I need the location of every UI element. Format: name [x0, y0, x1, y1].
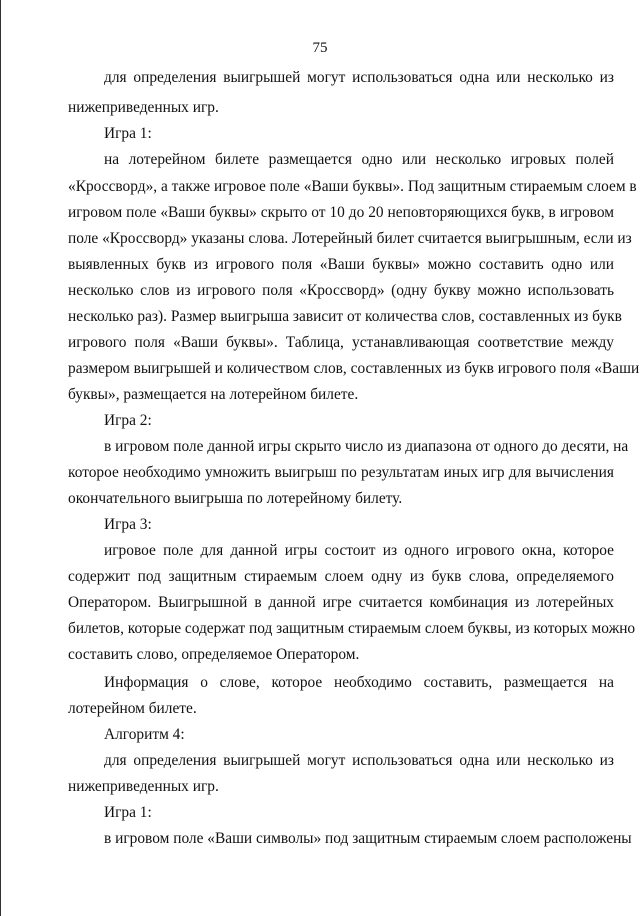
- text-line: игровое поле для данной игры состоит из одного игрового окна, которое: [104, 542, 614, 559]
- text-line: несколько слов из игрового поля «Кроссворд» (одну букву можно использовать: [68, 282, 614, 299]
- text-line: «Кроссворд», а также игровое поле «Ваши буквы». Под защитным стираемым слоем в: [68, 178, 637, 195]
- text-line: лотерейном билете.: [68, 700, 197, 717]
- section-heading: Игра 3:: [104, 516, 152, 533]
- text-line: Оператором. Выигрышной в данной игре считается комбинация из лотерейных: [68, 594, 614, 611]
- text-line: игрового поля «Ваши буквы». Таблица, устанавливающая соответствие между: [68, 334, 614, 351]
- text-line: содержит под защитным стираемым слоем одну из букв слова, определяемого: [68, 568, 614, 585]
- text-line: в игровом поле данной игры скрыто число из диапазона от одного до десяти, на: [104, 438, 629, 455]
- text-line: для определения выигрышей могут использоваться одна или несколько из: [104, 752, 614, 769]
- text-line: в игровом поле «Ваши символы» под защитным стираемым слоем расположены: [104, 830, 632, 847]
- text-line: поле «Кроссворд» указаны слова. Лотерейный билет считается выигрышным, если из: [68, 230, 632, 247]
- text-line: которое необходимо умножить выигрыш по результатам иных игр для вычисления: [68, 464, 614, 481]
- page-number: 75: [312, 40, 328, 56]
- text-line: выявленных букв из игрового поля «Ваши буквы» можно составить одно или: [68, 256, 614, 273]
- text-line: Информация о слове, которое необходимо составить, размещается на: [104, 674, 614, 691]
- section-heading: Игра 1:: [104, 125, 152, 142]
- text-line: окончательного выигрыша по лотерейному билету.: [68, 490, 403, 507]
- text-line: игровом поле «Ваши буквы» скрыто от 10 до 20 неповторяющихся букв, в игровом: [68, 204, 614, 221]
- text-line: размером выигрышей и количеством слов, составленных из букв игрового поля «Ваши: [68, 360, 640, 377]
- section-heading: Игра 2:: [104, 412, 152, 429]
- text-line: составить слово, определяемое Оператором.: [68, 646, 360, 663]
- text-line: нижеприведенных игр.: [68, 778, 219, 795]
- text-line: нижеприведенных игр.: [68, 99, 219, 116]
- section-heading: Алгоритм 4:: [104, 726, 185, 743]
- text-line: буквы», размещается на лотерейном билете.: [68, 386, 359, 403]
- text-line: несколько раз). Размер выигрыша зависит от количества слов, составленных из букв: [68, 308, 622, 325]
- text-line: для определения выигрышей могут использоваться одна или несколько из: [104, 69, 614, 86]
- text-line: на лотерейном билете размещается одно или несколько игровых полей: [104, 151, 614, 168]
- text-line: билетов, которые содержат под защитным стираемым слоем буквы, из которых можно: [68, 620, 636, 637]
- section-heading: Игра 1:: [104, 804, 152, 821]
- scan-edge: [0, 0, 1, 916]
